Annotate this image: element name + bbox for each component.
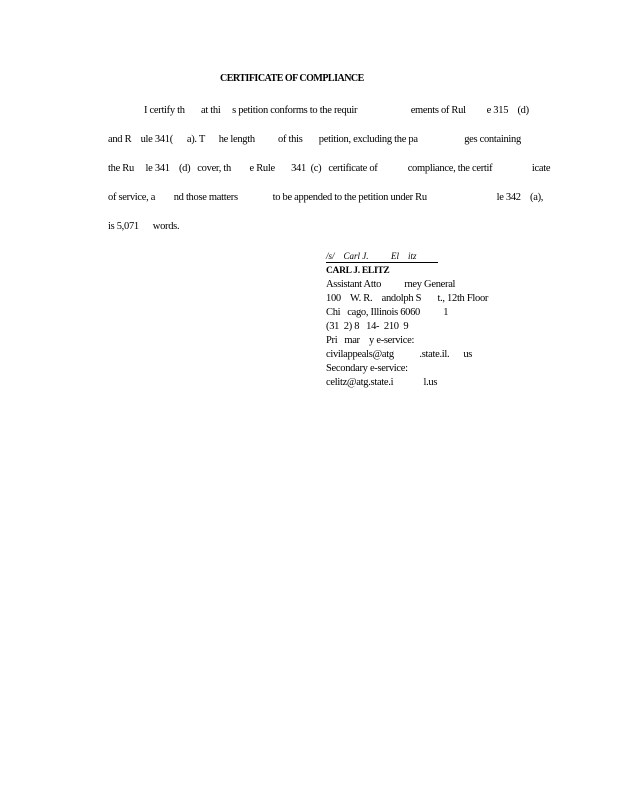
signature-line: /s/ Carl J. El itz <box>326 251 438 263</box>
secondary-eservice-email: celitz@atg.state.i l.us <box>326 377 438 388</box>
signature-block <box>326 264 488 390</box>
secondary-eservice-label: Secondary e-service: <box>326 363 408 374</box>
primary-eservice-email: civilappeals@atg .state.il. us <box>326 349 473 360</box>
address-city: Chi cago, Illinois 6060 1 <box>326 307 449 318</box>
paragraph-line-2: and R ule 341( a). T he length of this petition, excluding the pa ges containing <box>108 134 521 145</box>
primary-eservice-label: Pri mar y e-service: <box>326 335 415 346</box>
paragraph-line-1: I certify th at thi s petition conforms to the requir ements of Rul e 315 (d) <box>144 105 529 116</box>
paragraph-line-4: of service, a nd those matters to be appended to the petition under Ru le 342 (a), <box>108 192 544 203</box>
signer-name: CARL J. ELITZ <box>326 266 390 276</box>
paragraph-line-5: is 5,071 words. <box>108 221 180 232</box>
address-street: 100 W. R. andolph S t., 12th Floor <box>326 293 489 304</box>
signer-title: Assistant Atto rney General <box>326 279 456 290</box>
paragraph-line-3: the Ru le 341 (d) cover, th e Rule 341 (c) certificate of compliance, the certif icate <box>108 163 551 174</box>
phone-number: (31 2) 8 14- 210 9 <box>326 321 409 332</box>
document-title: CERTIFICATE OF COMPLIANCE <box>220 73 364 84</box>
